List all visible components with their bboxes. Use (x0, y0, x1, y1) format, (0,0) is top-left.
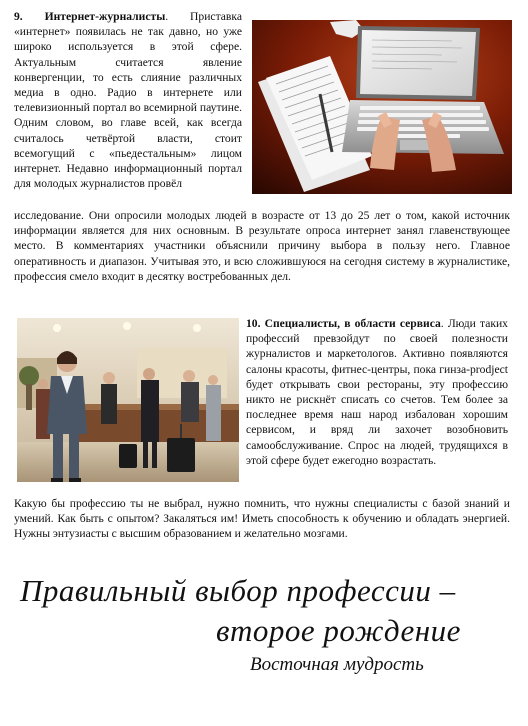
hotel-lobby-photo (17, 318, 239, 482)
section-10-heading: 10. Специалисты, в области сервиса (246, 317, 441, 330)
section-10-paragraph-bottom: Какую бы профессию ты не выбрал, нужно помнить, что нужны специалисты с базой знаний и умений. Как быть с опытом? Закаляться им! Иметь способность к обучению и обладать энергией. Нужны энтузиасты с высшим образованием и желательно мозгами. (14, 497, 510, 541)
section-10-text-top: . Люди таких профессий превзойдут по своей полезности журналистов и маркетологов. Активно появляются салоны красоты, фитнес-центры, пока гинза-prodject будет открывать свои рестораны, эту профессию никто не рискнёт списать со счетов. Тем более за последнее время наш народ избалован хорошим сервисом, и вряд ли захочет возобновить самообслуживание. Спрос на людей, трудящихся в этой сфере будет ежегодно возрастать. (246, 317, 508, 467)
quote-line-2: второе рождение (216, 613, 461, 648)
section-9-text-top: . Приставка «интернет» появилась не так давно, но уже широко используется в этой сфере. Актуальным считается явление конвергенции, то есть слияние различных медиа в одно. Радио в интернете или телевизионный портал во всемирной паутине. Одним словом, во главе всей, как всегда считалось четвёртой власти, стоит всемогущий с «пьедестальным» лицом интернет. Недавно информационный портал для молодых журналистов провёл (14, 10, 242, 191)
section-9-paragraph-top (14, 9, 242, 191)
quote-line-1: Правильный выбор профессии – (20, 573, 456, 608)
section-9-paragraph-bottom: исследование. Они опросили молодых людей в возрасте от 13 до 25 лет о том, какой источник информации является для них основным. В результате опроса интернет занял главенствующее место. В комментариях участники объяснили причину выбора в пользу него. Главное оперативность и диапазон. Учитывая это, и всю сложившуюся на сегодня систему в журналистике, профессия смело входит в десятку востребованных дел. (14, 209, 510, 283)
section-10-paragraph-top (246, 316, 508, 468)
section-9-heading: 9. Интернет-журналисты (14, 10, 166, 23)
laptop-photo (252, 20, 512, 194)
quote-source: Восточная мудрость (250, 654, 424, 675)
